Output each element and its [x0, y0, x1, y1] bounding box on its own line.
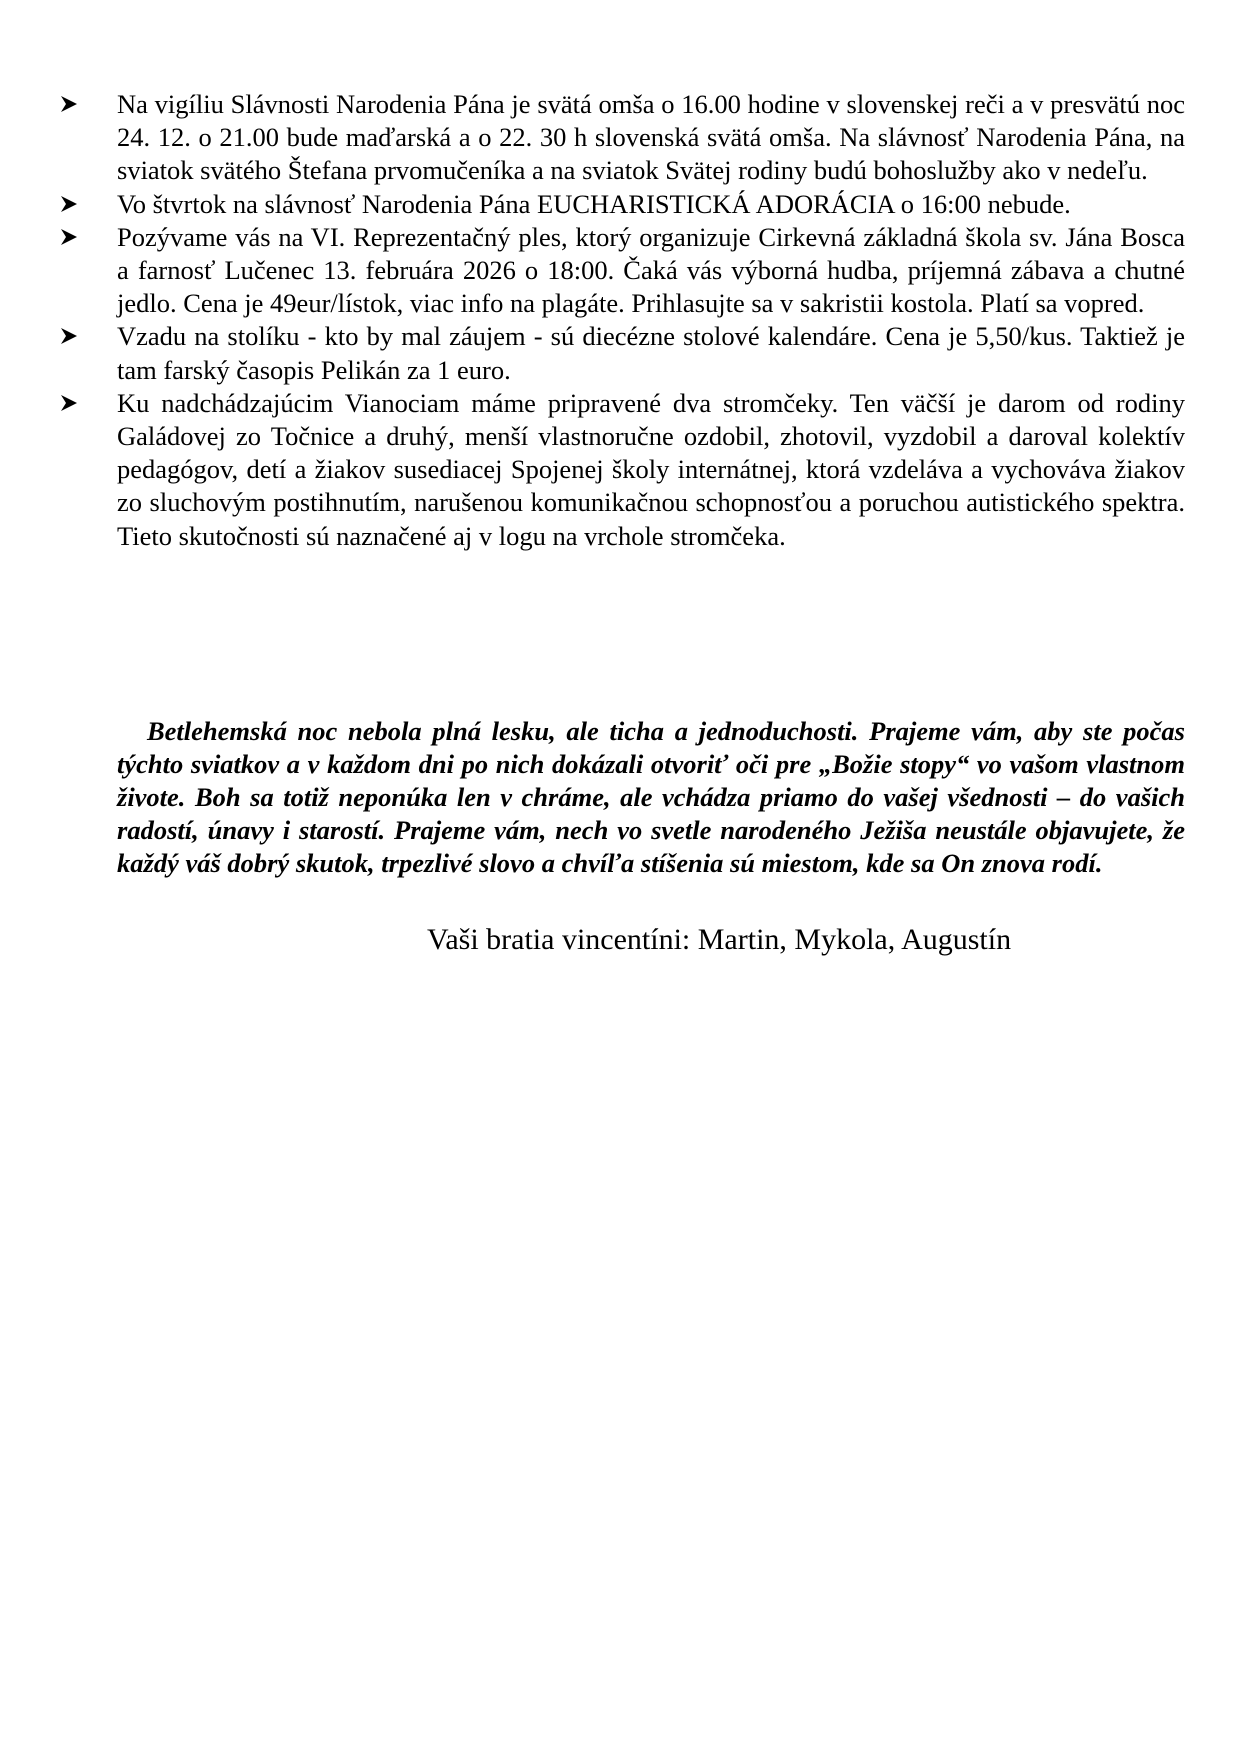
announcement-text: Vzadu na stolíku - kto by mal záujem - sú diecézne stolové kalendáre. Cena je 5,50/kus. Taktiež je tam farský časopis Pelikán za 1 euro. — [117, 321, 1185, 385]
arrowhead-bullet-icon — [60, 228, 78, 246]
arrowhead-bullet-icon — [60, 327, 78, 345]
arrowhead-bullet-icon — [60, 195, 78, 213]
announcement-text: Vo štvrtok na slávnosť Narodenia Pána EUCHARISTICKÁ ADORÁCIA o 16:00 nebude. — [117, 188, 1071, 219]
arrowhead-bullet-icon — [60, 95, 78, 113]
announcement-item — [60, 88, 1185, 188]
signature: Vaši bratia vincentíni: Martin, Mykola, Augustín — [427, 923, 1012, 956]
closing-message: Betlehemská noc nebola plná lesku, ale ticha a jednoduchosti. Prajeme vám, aby ste počas týchto sviatkov a v každom dni po nich dokázali otvoriť oči pre „Božie stopy“ vo vašom vlastnom živote. Boh sa totiž neponúka len v chráme, ale vchádza priamo do vašej všednosti – do vašich radostí, únavy i starostí. Prajeme vám, nech vo svetle narodeného Ježiša neustále objavujete, že každý váš dobrý skutok, trpezlivé slovo a chvíľa stíšenia sú miestom, kde sa On znova rodí. — [117, 715, 1185, 879]
announcement-item — [60, 387, 1185, 553]
arrowhead-bullet-icon — [60, 394, 78, 412]
announcements-list — [60, 88, 1185, 553]
announcement-text: Pozývame vás na VI. Reprezentačný ples, ktorý organizuje Cirkevná základná škola sv. Jána Bosca a farnosť Lučenec 13. februára 2026 o 18:00. Čaká vás výborná hudba, príjemná zábava a chutné jedlo. Cena je 49eur/lístok, viac info na plagáte. Prihlasujte sa v sakristii kostola. Platí sa vopred. — [117, 221, 1185, 319]
announcement-text: Na vigíliu Slávnosti Narodenia Pána je svätá omša o 16.00 hodine v slovenskej reči a v presvätú noc 24. 12. o 21.00 bude maďarská a o 22. 30 h slovenská svätá omša. Na slávnosť Narodenia Pána, na sviatok svätého Štefana prvomučeníka a na sviatok Svätej rodiny budú bohoslužby ako v nedeľu. — [117, 89, 1185, 186]
announcement-item — [60, 188, 1185, 221]
announcement-text: Ku nadchádzajúcim Vianociam máme pripravené dva stromčeky. Ten väčší je darom od rodiny Galádovej zo Točnice a druhý, menší vlastnoručne ozdobil, zhotovil, vyzdobil a daroval kolektív pedagógov, detí a žiakov susediacej Spojenej školy internátnej, ktorá vzdeláva a vychováva žiakov zo sluchovým postihnutím, narušenou komunikačnou schopnosťou a poruchou autistického spektra. Tieto skutočnosti sú naznačené aj v logu na vrchole stromčeka. — [117, 387, 1185, 551]
announcement-item — [60, 221, 1185, 321]
announcement-item — [60, 320, 1185, 386]
